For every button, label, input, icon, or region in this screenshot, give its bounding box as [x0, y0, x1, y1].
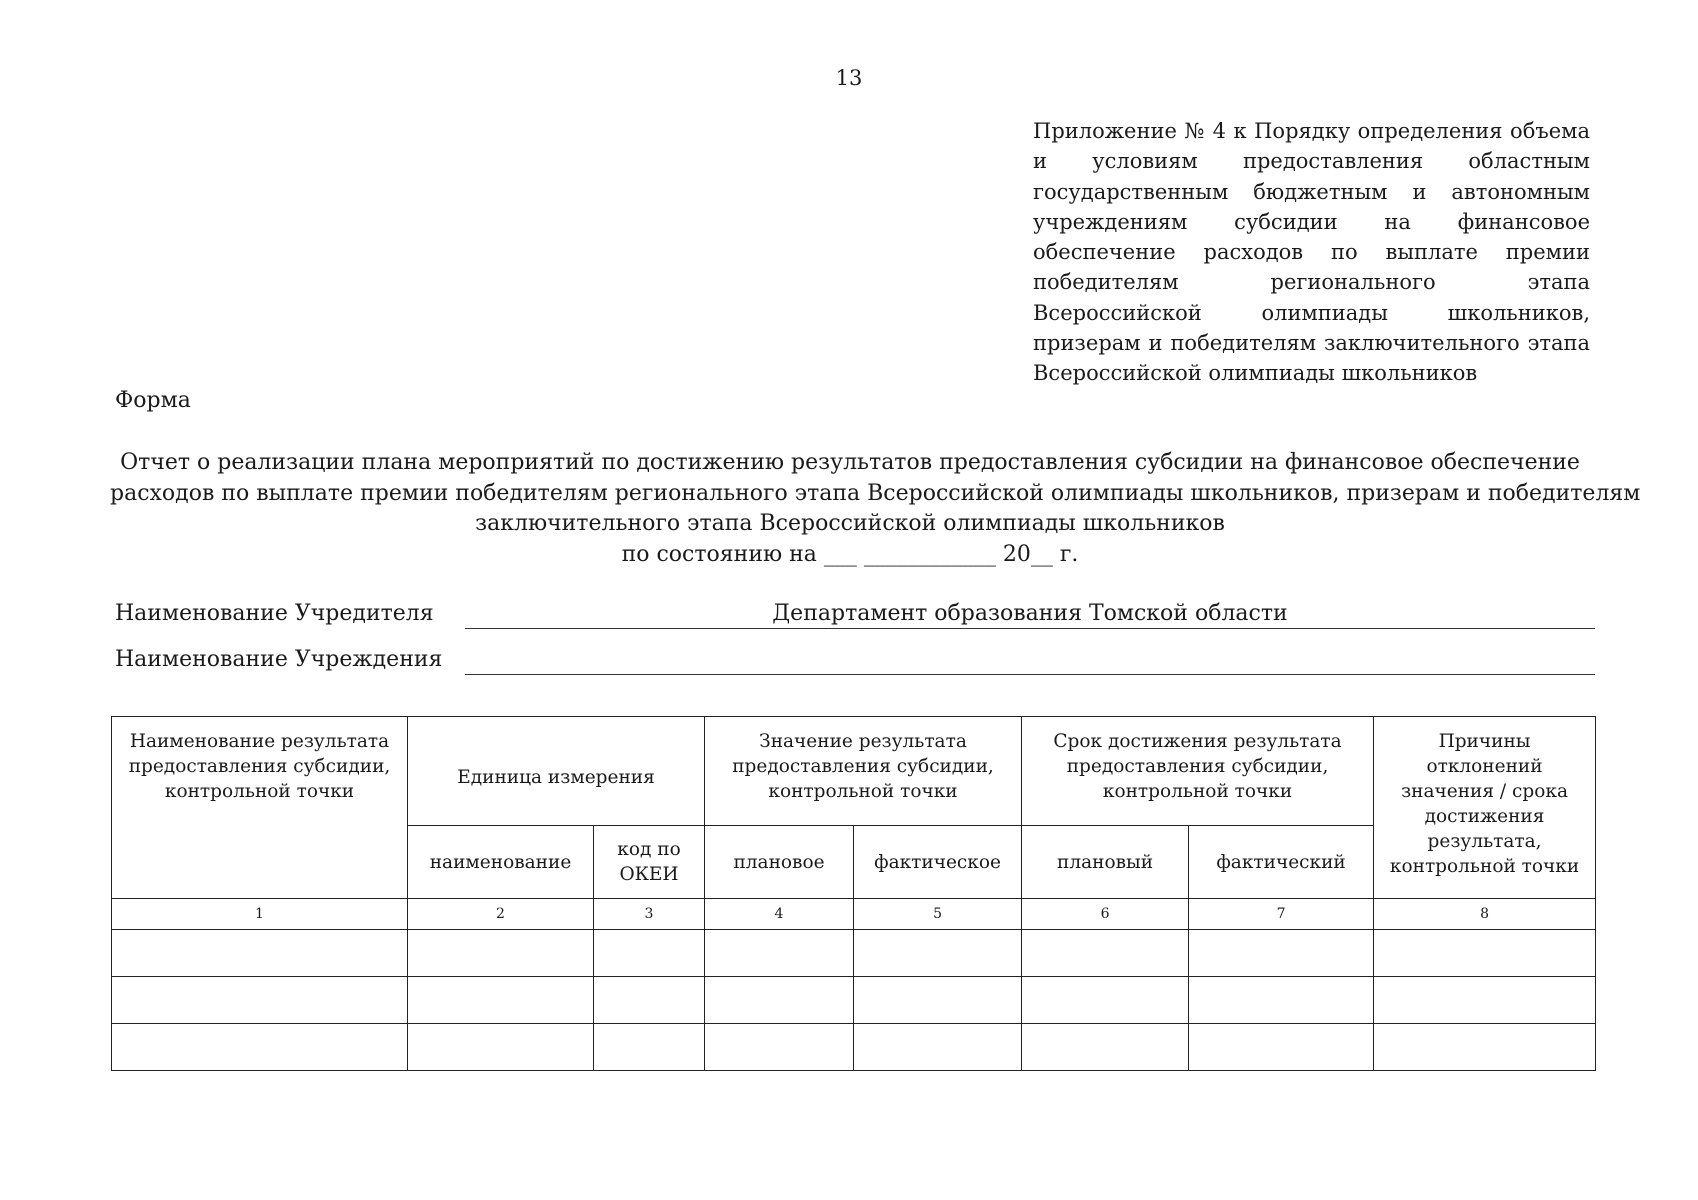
column-number: 1 — [112, 899, 408, 930]
table-cell[interactable] — [705, 930, 854, 977]
report-title-line: Отчет о реализации плана мероприятий по достижению результатов предоставления субсидии на финансовое обеспечение — [120, 450, 1580, 475]
subheader-value-actual: фактическое — [854, 826, 1022, 899]
table-cell[interactable] — [408, 1024, 594, 1071]
report-title-line: расходов по выплате премии победителям регионального этапа Всероссийской олимпиады школьников, призерам и победителям — [110, 480, 1641, 506]
report-title-line: заключительного этапа Всероссийской олимпиады школьников — [475, 511, 1225, 536]
column-number: 4 — [705, 899, 854, 930]
table-cell[interactable] — [854, 930, 1022, 977]
form-label: Форма — [115, 388, 191, 413]
subheader-value-planned: плановое — [705, 826, 854, 899]
table-row — [112, 930, 1596, 977]
column-number: 7 — [1189, 899, 1374, 930]
table-cell[interactable] — [408, 930, 594, 977]
subheader-deadline-actual: фактический — [1189, 826, 1374, 899]
column-number: 3 — [594, 899, 705, 930]
table-cell[interactable] — [1374, 977, 1596, 1024]
report-title — [110, 448, 1641, 570]
table-cell[interactable] — [1022, 977, 1189, 1024]
table-cell[interactable] — [112, 1024, 408, 1071]
header-row — [112, 717, 1596, 826]
institution-label: Наименование Учреждения — [115, 647, 443, 672]
page-number: 13 — [835, 66, 863, 90]
table-cell[interactable] — [1022, 930, 1189, 977]
table-cell[interactable] — [594, 1024, 705, 1071]
subheader-unit-name: наименование — [408, 826, 594, 899]
table-cell[interactable] — [854, 977, 1022, 1024]
table-cell[interactable] — [1189, 977, 1374, 1024]
table-cell[interactable] — [1189, 930, 1374, 977]
table-cell[interactable] — [705, 1024, 854, 1071]
header-reasons: Причины отклонений значения / срока достижения результата, контрольной точки — [1374, 717, 1596, 899]
header-deadline: Срок достижения результата предоставления субсидии, контрольной точки — [1022, 717, 1374, 826]
table-cell[interactable] — [594, 977, 705, 1024]
table-cell[interactable] — [854, 1024, 1022, 1071]
column-number: 8 — [1374, 899, 1596, 930]
table-cell[interactable] — [1189, 1024, 1374, 1071]
appendix-note: Приложение № 4 к Порядку определения объема и условиям предоставления областным государственным бюджетным и автономным учреждениям субсидии на финансовое обеспечение расходов по выплате премии победителям регионального этапа Всероссийской олимпиады школьников, призерам и победителям заключительного этапа Всероссийской олимпиады школьников — [1033, 119, 1590, 386]
table-cell[interactable] — [1374, 1024, 1596, 1071]
header-value: Значение результата предоставления субсидии, контрольной точки — [705, 717, 1022, 826]
report-table — [111, 716, 1596, 1071]
founder-label: Наименование Учредителя — [115, 601, 434, 626]
subheader-unit-code: код по ОКЕИ — [594, 826, 705, 899]
table-cell[interactable] — [705, 977, 854, 1024]
column-number: 5 — [854, 899, 1022, 930]
column-number-row — [112, 899, 1596, 930]
table-cell[interactable] — [594, 930, 705, 977]
table-row — [112, 1024, 1596, 1071]
report-date-line: по состоянию на ___ ____________ 20__ г. — [621, 541, 1079, 567]
table-row — [112, 977, 1596, 1024]
column-number: 2 — [408, 899, 594, 930]
institution-field[interactable] — [465, 646, 1595, 675]
table-cell[interactable] — [112, 930, 408, 977]
table-cell[interactable] — [1374, 930, 1596, 977]
header-unit: Единица измерения — [408, 717, 705, 826]
subheader-deadline-planned: плановый — [1022, 826, 1189, 899]
column-number: 6 — [1022, 899, 1189, 930]
table-cell[interactable] — [112, 977, 408, 1024]
table-cell[interactable] — [408, 977, 594, 1024]
founder-field[interactable]: Департамент образования Томской области — [465, 600, 1595, 629]
header-result-name: Наименование результата предоставления субсидии, контрольной точки — [112, 717, 408, 899]
table-cell[interactable] — [1022, 1024, 1189, 1071]
